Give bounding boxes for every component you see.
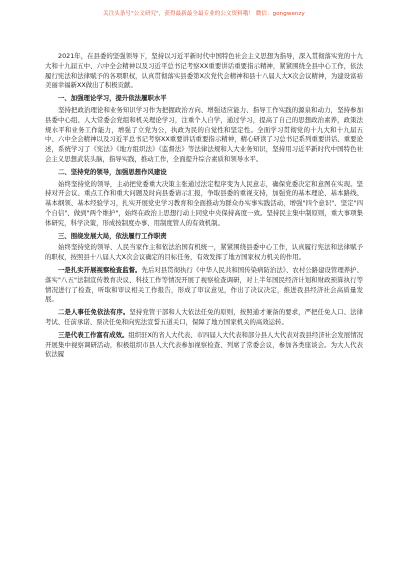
item-2-text: 坚持党管干部和人大依法任免的原则，按照通才兼备的要求，严把任免人口、法律考试、任前承诺、票决任免和向宪法宣誓五道关口，保障了地方国家机关的高效运转。 xyxy=(45,308,363,326)
section-1-paragraph: 坚持把政治理论和业务知识学习作为把握政治方向、增强适应能力、指导工作实践的源泉和动力，坚持参加县委中心组、人大常委会党组和机关理论学习，注重个人自学，通过学习，提高了自己的思想政治素养，政策法规水平和业务工作能力，增强了立党为公，执政为民的自觉性和坚定性。全面学习贯彻党的十九大和十九届五中、六中全会精神以及习近平总书记考察XX重要讲话重要指示精神，精心研读了习总书记系列重要讲话、重要论述，系统学习了《宪法》《地方组织法》《监督法》等法律法规和人大业务知识，坚持用习近平新时代中国特色社会主义思想武装头脑，指导实践，推动工作，全面提升综合素质和领导水平。 xyxy=(45,105,363,163)
banner-text: 关注头条号"公文研究"，获得最新最全最专业的公文资料哦！ 微信：gongwenzy xyxy=(103,11,305,17)
section-heading-2: 二、坚持党的领导，加强思想作风建设 xyxy=(58,167,167,176)
header-banner xyxy=(0,0,408,17)
section-3-paragraph: 始终坚持党的领导、人民当家作主和依法治国有机统一，紧紧围绕县委中心工作，认真履行宪法和法律赋予的职权，按照县十八届人大X次会议确定的目标任务，有效发挥了地方国家权力机关的作用。 xyxy=(45,243,363,262)
item-3-paragraph xyxy=(45,331,363,360)
item-1-paragraph xyxy=(45,266,363,305)
section-2-paragraph: 始终坚持党的领导，主动把党委重大决策主张通过法定程序变为人民意志，确保党委决定和意图在实现。坚持对开会议、重点工作和重大问题及时向县委请示汇报，争取县委的重视支持，加强党的基本理论、基本路线、基本纲领、基本经验学习，扎实开展党史学习教育和全面推动为群众办实事实践活动，增强"四个意识"、坚定"四个自信"、做到"两个维护"，始终在政治上思想行动上同党中央保持高度一致。坚持民主集中制原则，重大事项集体研究，科学决策，形成按制度办事、用制度管人的有效机制。 xyxy=(45,179,363,227)
item-1-text: 先后对县贯彻执行《中华人民共和国传染病防治法》、农村公路建设管理养护、落实"八五"法制宣传教育决议、科技工作等情况开展了视察检查调研，对上半年国民经济计划和财政预算执行等情况进行了检查，听取和审议相关工作报告，形成了审议意见，作出了决议决定，推进我县经济社会高质量发展。 xyxy=(45,265,363,304)
item-2-lead: 二是人事任免依法有序。 xyxy=(58,308,130,317)
item-1-lead: 一是扎实开展视察检查监督。 xyxy=(58,265,142,274)
document-body xyxy=(45,52,363,360)
item-2-paragraph xyxy=(45,308,363,328)
section-heading-1: 一、加强理论学习，提升依法履职水平 xyxy=(58,94,167,103)
intro-paragraph: 2021年，在县委的坚强领导下，坚持以习近平新时代中国特色社会主义思想为指导，深入贯彻落实党的十九大和十九届五中、六中全会精神以及习近平总书记考察XX重要讲话重要指示精神，紧紧围绕全县中心工作，依法履行宪法和法律赋予的各项职权，认真贯彻落实县委第X次党代会精神和县十八届人大X次会议精神，为建设富裕美丽幸福新XX做出了积极贡献。 xyxy=(45,52,363,90)
section-heading-3: 三、围绕发展大局，依法履行工作职责 xyxy=(58,231,167,240)
item-3-lead: 三是代表工作富有成效。 xyxy=(58,330,129,339)
item-3-text: 组织驻X的省人大代表、市四届人大代表和部分县人大代表对我县经济社会发展情况开展集中视察调研活动，积极组织市县人大代表参加视察检查、列席了常委会议，参加各类座谈会。为大人代表依法履 xyxy=(45,330,363,359)
